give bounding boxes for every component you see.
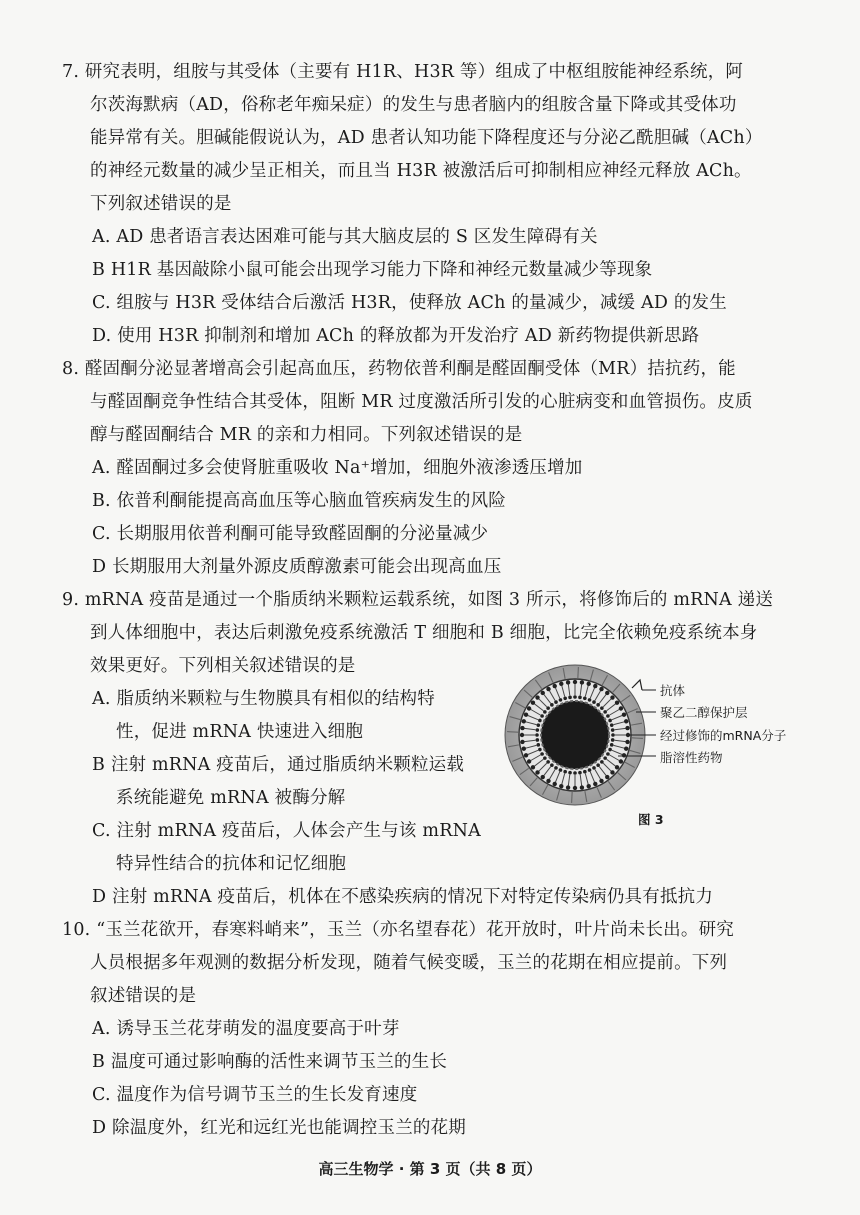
q7-stem-line-2: 尔茨海默病（AD，俗称老年痴呆症）的发生与患者脑内的组胺含量下降或其受体功	[90, 95, 737, 115]
q9-stem-line-3: 效果更好。下列相关叙述错误的是	[90, 656, 356, 676]
q10-option-b: B 温度可通过影响酶的活性来调节玉兰的生长	[92, 1052, 448, 1072]
figure-label-lipid-drug: 脂溶性药物	[660, 750, 723, 765]
q10-option-d: D 除温度外，红光和远红光也能调控玉兰的花期	[92, 1118, 466, 1138]
q9-option-d: D 注射 mRNA 疫苗后，机体在不感染疾病的情况下对特定传染病仍具有抵抗力	[92, 887, 714, 907]
page-footer: 高三生物学 · 第 3 页（共 8 页）	[318, 1160, 542, 1178]
q8-option-b: B. 依普利酮能提高高血压等心脑血管疾病发生的风险	[92, 491, 506, 511]
q8-option-d: D 长期服用大剂量外源皮质醇激素可能会出现高血压	[92, 557, 502, 577]
q10-option-c: C. 温度作为信号调节玉兰的生长发育速度	[92, 1085, 418, 1105]
figure-label-peg-layer: 聚乙二醇保护层	[660, 705, 748, 720]
q9-option-c: C. 注射 mRNA 疫苗后，人体会产生与该 mRNA	[92, 821, 481, 841]
figure-caption: 图 3	[638, 812, 664, 827]
figure-3-lipid-nanoparticle	[500, 660, 830, 830]
q9-option-a-cont: 性，促进 mRNA 快速进入细胞	[116, 722, 364, 742]
q9-option-a: A. 脂质纳米颗粒与生物膜具有相似的结构特	[92, 689, 435, 709]
q10-stem-line-1: 10. “玉兰花欲开，春寒料峭来”，玉兰（亦名望春花）花开放时，叶片尚未长出。研究	[62, 920, 734, 940]
q10-stem-line-3: 叙述错误的是	[90, 986, 197, 1006]
q8-stem-line-2: 与醛固酮竞争性结合其受体，阻断 MR 过度激活所引发的心脏病变和血管损伤。皮质	[90, 392, 753, 412]
q9-option-b-cont: 系统能避免 mRNA 被酶分解	[116, 788, 346, 808]
q7-option-a: A. AD 患者语言表达困难可能与其大脑皮层的 S 区发生障碍有关	[92, 227, 598, 247]
q7-stem-line-5: 下列叙述错误的是	[90, 194, 232, 214]
q7-stem-line-3: 能异常有关。胆碱能假说认为，AD 患者认知功能下降程度还与分泌乙酰胆碱（ACh）	[90, 128, 763, 148]
q8-option-c: C. 长期服用依普利酮可能导致醛固酮的分泌量减少	[92, 524, 489, 544]
q7-stem-line-4: 的神经元数量的减少呈正相关，而且当 H3R 被激活后可抑制相应神经元释放 ACh。	[90, 161, 752, 181]
q8-stem-line-1: 8. 醛固酮分泌显著增高会引起高血压，药物依普利酮是醛固酮受体（MR）拮抗药，能	[62, 359, 736, 379]
q7-option-d: D. 使用 H3R 抑制剂和增加 ACh 的释放都为开发治疗 AD 新药物提供新思路	[92, 326, 700, 346]
q10-stem-line-2: 人员根据多年观测的数据分析发现，随着气候变暖，玉兰的花期在相应提前。下列	[90, 953, 728, 973]
q9-option-b: B 注射 mRNA 疫苗后，通过脂质纳米颗粒运载	[92, 755, 465, 775]
q7-stem-line-1: 7. 研究表明，组胺与其受体（主要有 H1R、H3R 等）组成了中枢组胺能神经系统，阿	[62, 62, 744, 82]
q7-option-c: C. 组胺与 H3R 受体结合后激活 H3R，使释放 ACh 的量减少，减缓 AD 的发生	[92, 293, 727, 313]
q9-stem-line-2: 到人体细胞中，表达后刺激免疫系统激活 T 细胞和 B 细胞，比完全依赖免疫系统本身	[90, 623, 758, 643]
q9-option-c-cont: 特异性结合的抗体和记忆细胞	[116, 854, 347, 874]
figure-label-modified-mrna: 经过修饰的mRNA分子	[660, 728, 787, 743]
q7-option-b: B H1R 基因敲除小鼠可能会出现学习能力下降和神经元数量减少等现象	[92, 260, 653, 280]
figure-label-antibody: 抗体	[660, 683, 686, 698]
q8-option-a: A. 醛固酮过多会使肾脏重吸收 Na⁺增加，细胞外液渗透压增加	[92, 458, 583, 478]
q9-stem-line-1: 9. mRNA 疫苗是通过一个脂质纳米颗粒运载系统，如图 3 所示，将修饰后的 mRNA 递送	[62, 590, 774, 610]
q10-option-a: A. 诱导玉兰花芽萌发的温度要高于叶芽	[92, 1019, 400, 1039]
q8-stem-line-3: 醇与醛固酮结合 MR 的亲和力相同。下列叙述错误的是	[90, 425, 523, 445]
